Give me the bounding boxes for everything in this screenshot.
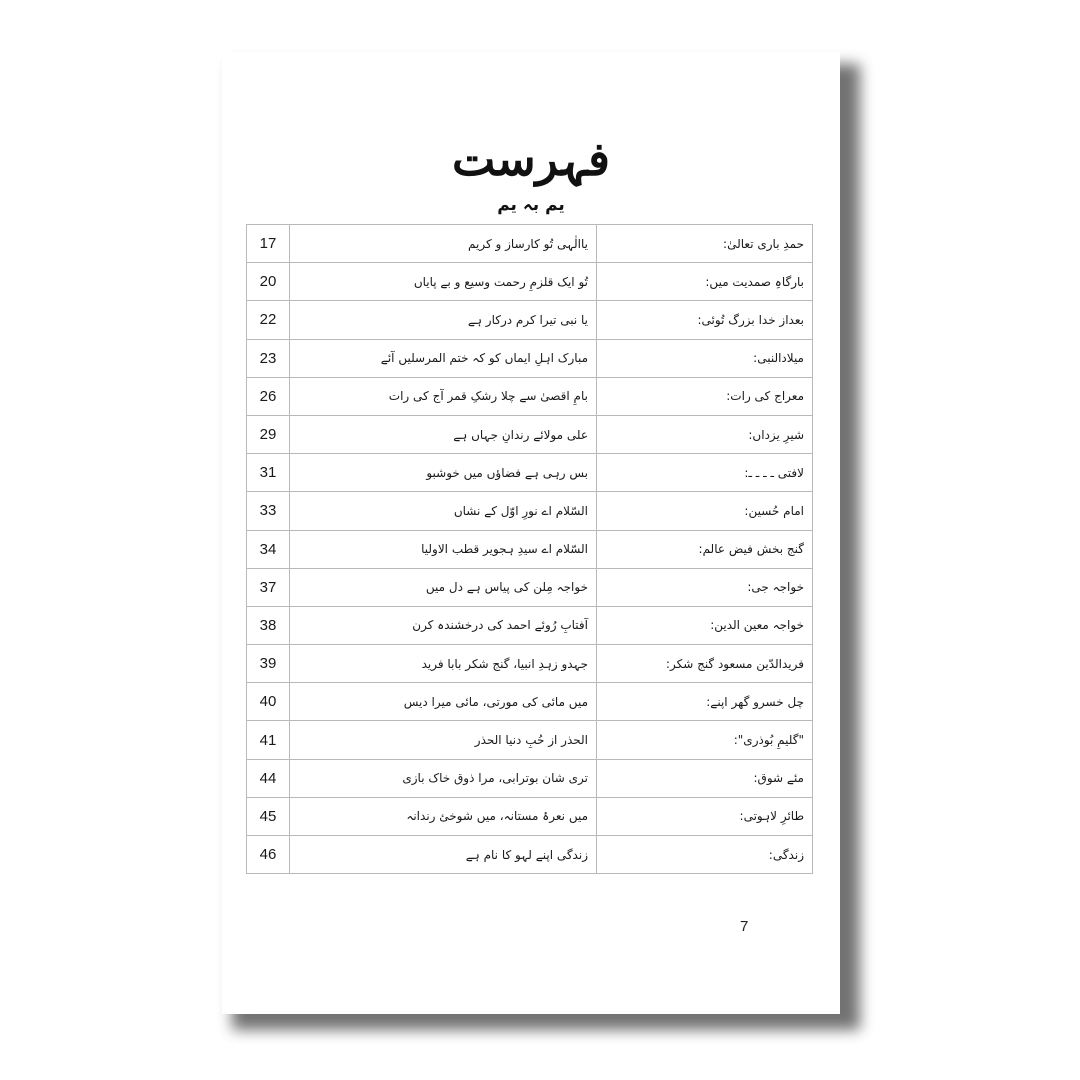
toc-row (247, 301, 813, 339)
toc-heading: خواجہ معین الدین: (597, 606, 813, 644)
toc-heading: بارگاہِ صمدیت میں: (597, 263, 813, 301)
toc-first-line: مبارک اہلِ ایماں کو کہ ختم المرسلیں آئے (290, 339, 597, 377)
toc-row (247, 568, 813, 606)
toc-page-number: 34 (247, 530, 290, 568)
toc-heading: معراج کی رات: (597, 377, 813, 415)
toc-first-line: تُو ایک قلزمِ رحمت وسیع و بے پایاں (290, 263, 597, 301)
toc-page-number: 38 (247, 606, 290, 644)
toc-row (247, 530, 813, 568)
toc-heading: مئے شوق: (597, 759, 813, 797)
toc-page-number: 26 (247, 377, 290, 415)
toc-heading: طائرِ لاہوتی: (597, 797, 813, 835)
toc-heading: خواجہ جی: (597, 568, 813, 606)
toc-first-line: یاالٰہی تُو کارساز و کریم (290, 225, 597, 263)
toc-first-line: جہدو زہدِ انبیا، گنج شکر بابا فرید (290, 645, 597, 683)
toc-first-line: بس رہی ہے فضاؤں میں خوشبو (290, 454, 597, 492)
toc-page-number: 37 (247, 568, 290, 606)
toc-row (247, 645, 813, 683)
toc-row (247, 721, 813, 759)
toc-row (247, 415, 813, 453)
toc-first-line: میں نعرۂ مستانہ، میں شوخئ رندانہ (290, 797, 597, 835)
toc-body (247, 225, 813, 874)
toc-page-number: 17 (247, 225, 290, 263)
toc-page-number: 23 (247, 339, 290, 377)
section-subtitle: یم بہ یم (497, 195, 565, 215)
toc-page-number: 40 (247, 683, 290, 721)
toc-heading: امام حُسین: (597, 492, 813, 530)
toc-page-number: 33 (247, 492, 290, 530)
toc-first-line: آفتابِ رُوئے احمد کی درخشندہ کرن (290, 606, 597, 644)
toc-row (247, 797, 813, 835)
toc-row (247, 683, 813, 721)
toc-heading: گنج بخش فیض عالم: (597, 530, 813, 568)
toc-heading: لافتی ـ ـ ـ ـ: (597, 454, 813, 492)
toc-first-line: السّلام اے سیدِ ہجویر قطب الاولیا (290, 530, 597, 568)
toc-row (247, 339, 813, 377)
toc-row (247, 377, 813, 415)
toc-heading: "گلیمِ بُوذری": (597, 721, 813, 759)
toc-heading: حمدِ باری تعالیٰ: (597, 225, 813, 263)
toc-first-line: الحذر از حُبِ دنیا الحذر (290, 721, 597, 759)
toc-page-number: 29 (247, 415, 290, 453)
toc-first-line: تری شان بوترابی، مرا ذوق خاک بازی (290, 759, 597, 797)
toc-row (247, 225, 813, 263)
toc-first-line: السّلام اے نورِ اوّل کے نشاں (290, 492, 597, 530)
toc-page-number: 46 (247, 836, 290, 874)
toc-heading: شیرِ یزداں: (597, 415, 813, 453)
toc-first-line: میں مائی کی مورتی، مائی میرا دیس (290, 683, 597, 721)
toc-page-number: 44 (247, 759, 290, 797)
toc-heading: میلادالنبی: (597, 339, 813, 377)
table-of-contents (246, 224, 813, 874)
page-title: فہرست (451, 132, 611, 186)
toc-row (247, 836, 813, 874)
page-number: 7 (740, 918, 749, 935)
toc-first-line: بامِ اقصیٰ سے چلا رشکِ قمر آج کی رات (290, 377, 597, 415)
toc-page-number: 22 (247, 301, 290, 339)
toc-heading: بعداز خدا بزرگ تُوئی: (597, 301, 813, 339)
toc-row (247, 606, 813, 644)
book-page (222, 52, 840, 1014)
toc-first-line: زندگی اپنے لہو کا نام ہے (290, 836, 597, 874)
toc-first-line: یا نبی تیرا کرم درکار ہے (290, 301, 597, 339)
toc-first-line: خواجہ مِلن کی پیاس ہے دل میں (290, 568, 597, 606)
toc-page-number: 41 (247, 721, 290, 759)
toc-row (247, 759, 813, 797)
toc-page-number: 45 (247, 797, 290, 835)
toc-row (247, 454, 813, 492)
toc-page-number: 31 (247, 454, 290, 492)
toc-heading: فریدالدّین مسعود گنج شکر: (597, 645, 813, 683)
toc-row (247, 492, 813, 530)
toc-first-line: علی مولائے رندانِ جہاں ہے (290, 415, 597, 453)
toc-heading: زندگی: (597, 836, 813, 874)
toc-page-number: 39 (247, 645, 290, 683)
toc-page-number: 20 (247, 263, 290, 301)
toc-heading: چل خسرو گھر اپنے: (597, 683, 813, 721)
toc-row (247, 263, 813, 301)
